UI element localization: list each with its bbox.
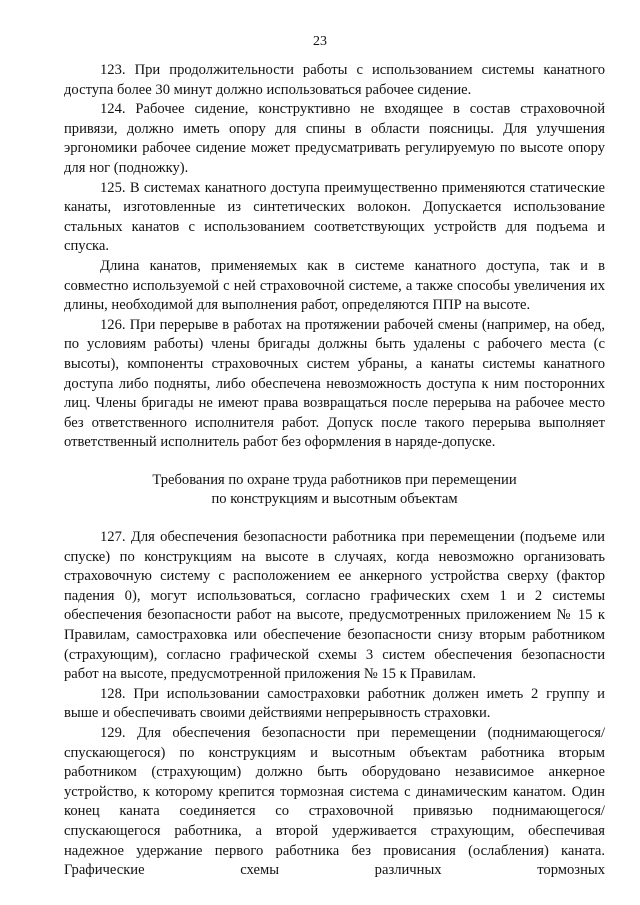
section-heading-line-2: по конструкциям и высотным объектам	[211, 491, 458, 508]
paragraph-127: 127. Для обеспечения безопасности работника при перемещении (подъеме или спуске) по конструкциям на высоте в случаях, когда невозможно организовать страховочную систему с расположением ее анкерного устройства сверху (фактор падения 0), могут использоваться, согласно графических схем 1 и 2 системы обеспечения безопасности работ на высоте, предусмотренных приложением № 15 к Правилам, самостраховка или обеспечение безопасности снизу вторым работником (страхующим), согласно графической схемы 3 систем обеспечения безопасности работ на высоте, предусмотренной приложения № 15 к Правилам.	[64, 529, 605, 683]
paragraph-123: 123. При продолжительности работы с использованием системы канатного доступа более 30 минут должно использоваться рабочее сидение.	[64, 62, 605, 98]
paragraph-126: 126. При перерыве в работах на протяжении рабочей смены (например, на обед, по условиям работы) члены бригады должны быть удалены с рабочего места (с высоты), компоненты страховочных систем убраны, а канаты системы канатного доступа либо подняты, либо обеспечена невозможность доступа к ним посторонних лиц. Члены бригады не имеют права возвращаться после перерыва на рабочее место без ответственного исполнителя работ. Допуск после такого перерыва выполняет ответственный исполнитель работ без оформления в наряде-допуске.	[64, 316, 605, 451]
paragraph-128: 128. При использовании самостраховки работник должен иметь 2 группу и выше и обеспечивать своими действиями непрерывность страховки.	[64, 685, 605, 722]
paragraph-129: 129. Для обеспечения безопасности при перемещении (поднимающегося/спускающегося) по конструкциям и высотным объектам работника вторым работником (страхующим) должно быть оборудовано независимое анкерное устройство, к которому крепится тормозная система с динамическим канатом. Один конец каната соединяется со страховочной привязью поднимающегося/спускающегося работника, а второй удерживается страхующим, обеспечивая надежное удержание первого работника без провисания (ослабления) каната. Графические схемы различных тормозных	[64, 725, 605, 879]
section-heading-line-1: Требования по охране труда работников при перемещении	[152, 471, 517, 488]
paragraph-125: 125. В системах канатного доступа преимущественно применяются статические канаты, изготовленные из синтетических волокон. Допускается использование стальных канатов с использованием соответствующих устройств для подъема и спуска.	[64, 179, 605, 255]
page-number: 23	[313, 34, 327, 49]
document-body	[64, 61, 605, 881]
paragraph-rope-length: Длина канатов, применяемых как в системе канатного доступа, так и в совместно используемой с ней страховочной системе, а также способы увеличения их длины, необходимой для выполнения работ, определяются ППР на высоте.	[64, 257, 605, 314]
paragraph-124: 124. Рабочее сидение, конструктивно не входящее в состав страховочной привязи, должно иметь опору для спины в области поясницы. Для улучшения эргономики рабочее сидение может предусматривать регулируемую по высоте опору для ног (подножку).	[64, 101, 605, 176]
section-heading	[64, 471, 605, 510]
